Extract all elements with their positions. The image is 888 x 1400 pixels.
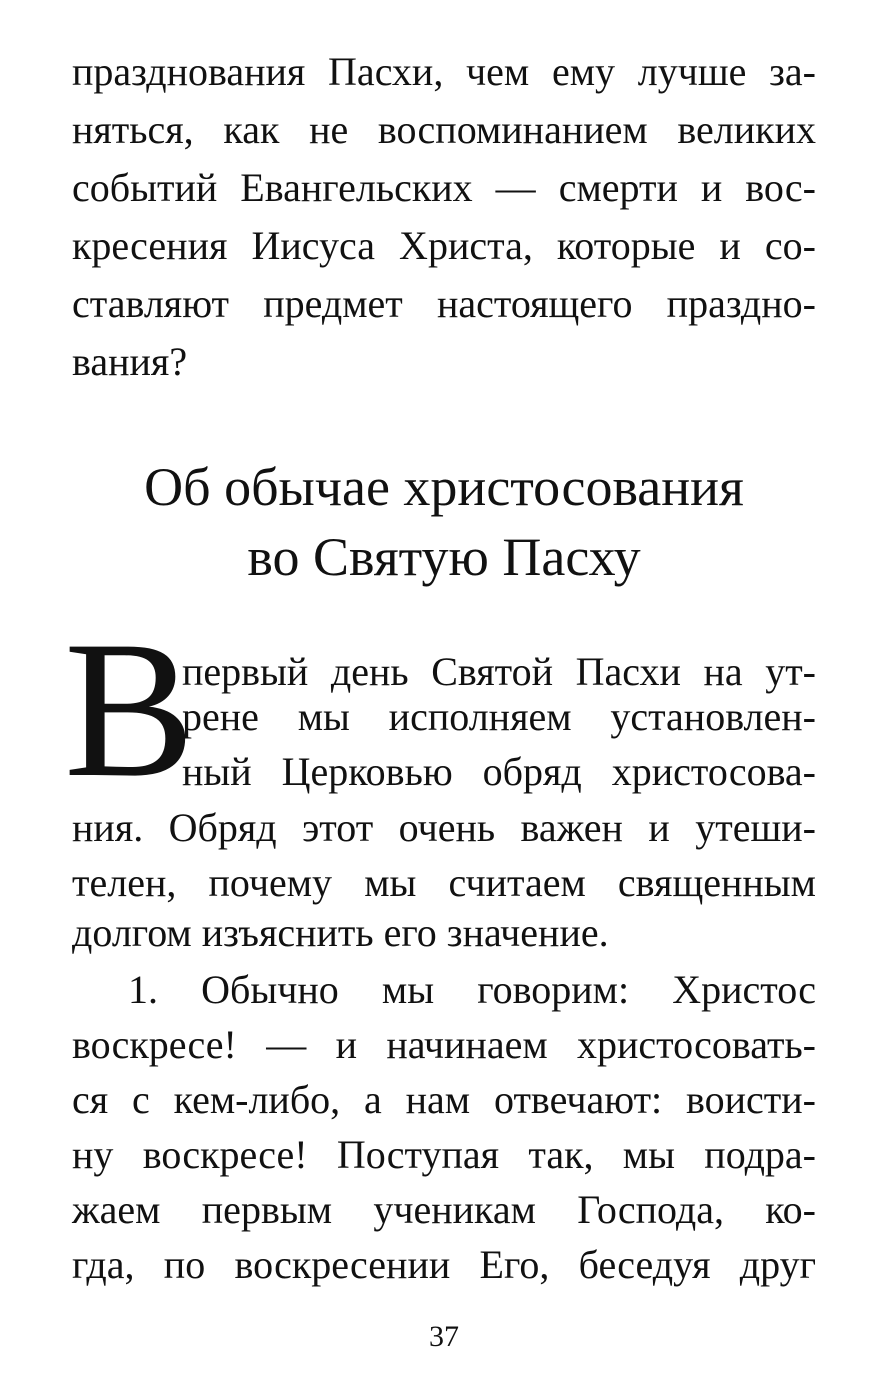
- text-line: 1. Обычно мы говорим: Христос: [128, 967, 816, 1012]
- text-line: ставляют предмет настоящего праздно-: [72, 281, 816, 326]
- text-line: рене мы исполняем установлен-: [182, 694, 816, 739]
- text-line: ния. Обряд этот очень важен и утеши-: [72, 805, 816, 850]
- text-line: воскресе! — и начинаем христосовать-: [72, 1022, 816, 1067]
- text-line: кресения Иисуса Христа, которые и со-: [72, 223, 816, 268]
- heading-line-1: Об обычае христосования: [144, 457, 744, 517]
- text-line: первый день Святой Пасхи на ут-: [182, 649, 816, 694]
- text-line: вания?: [72, 339, 188, 384]
- heading-line-2: во Святую Пасху: [247, 527, 641, 587]
- text-line: празднования Пасхи, чем ему лучше за-: [72, 49, 816, 94]
- text-line: телен, почему мы считаем священным: [72, 860, 816, 905]
- text-line: гда, по воскресении Его, беседуя друг: [72, 1242, 816, 1287]
- text-line: ну воскресе! Поступая так, мы подра-: [72, 1132, 816, 1177]
- text-line: долгом изъяснить его значение.: [72, 910, 609, 955]
- text-line: ся с кем-либо, а нам отвечают: воисти-: [72, 1077, 816, 1122]
- text-line: событий Евангельских — смерти и вос-: [72, 165, 816, 210]
- text-line: жаем первым ученикам Господа, ко-: [72, 1187, 816, 1232]
- page-number: 37: [429, 1320, 459, 1353]
- text-line: няться, как не воспоминанием великих: [72, 107, 816, 152]
- drop-cap: В: [64, 601, 195, 818]
- text-line: ный Церковью обряд христосова-: [182, 749, 816, 794]
